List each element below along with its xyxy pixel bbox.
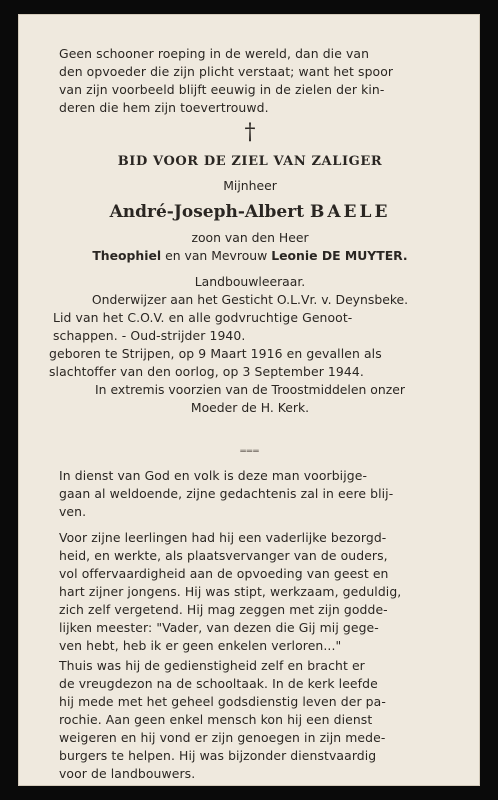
paragraph-home [59, 657, 465, 783]
intro-paragraph [59, 45, 465, 117]
text-line: Voor zijne leerlingen had hij een vaderlijke bezorgd- [59, 530, 387, 545]
detail-line: schappen. - Oud-strijder 1940. [53, 328, 246, 343]
text-line: burgers te helpen. Hij was bijzonder dienstvaardig [59, 748, 377, 763]
parents-line [39, 247, 461, 265]
text-line: voor de landbouwers. [59, 766, 196, 781]
detail-line: Lid van het C.O.V. en alle godvruchtige Genoot- [53, 310, 353, 325]
text-line: hart zijner jongens. Hij was stipt, werkzaam, geduldig, [59, 584, 402, 599]
divider-ornament: ═══ [240, 447, 260, 457]
intro-line: Geen schooner roeping in de wereld, dan die van [59, 46, 370, 61]
detail-sacraments [39, 381, 461, 417]
detail-line: slachtoffer van den oorlog, op 3 September 1944. [49, 364, 364, 379]
text-line: hij mede met het geheel godsdienstig leven der pa- [59, 694, 386, 709]
text-line: Thuis was hij de gedienstigheid zelf en bracht er [59, 658, 365, 673]
intro-line: van zijn voorbeeld blijft eeuwig in de zielen der kin- [59, 82, 385, 97]
text-line: weigeren en hij vond er zijn genoegen in zijn mede- [59, 730, 386, 745]
cross-icon: † [244, 120, 256, 145]
intro-line: den opvoeder die zijn plicht verstaat; want het spoor [59, 64, 394, 79]
detail-teacher: Onderwijzer aan het Gesticht O.L.Vr. v. Deynsbeke. [91, 292, 409, 307]
intro-line: deren die hem zijn toevertrouwd. [59, 100, 269, 115]
text-line: rochie. Aan geen enkel mensch kon hij een dienst [59, 712, 373, 727]
mother-name: Leonie DE MUYTER. [271, 248, 408, 263]
prayer-heading: BID VOOR DE ZIEL VAN ZALIGER [117, 154, 383, 169]
surname: BAELE [309, 202, 391, 222]
text-line: vol offervaardigheid aan de opvoeding van geest en [59, 566, 389, 581]
text-line: gaan al weldoende, zijne gedachtenis zal in eere blij- [59, 486, 394, 501]
text-line: de vreugdezon na de schooltaak. In de kerk leefde [59, 676, 378, 691]
text-line: In dienst van God en volk is deze man voorbijge- [59, 468, 368, 483]
paragraph-service [59, 467, 465, 521]
detail-line: In extremis voorzien van de Troostmiddelen onzer [95, 382, 405, 397]
memorial-card [18, 14, 480, 786]
text-line: ven hebt, heb ik er geen enkelen verloren..." [59, 638, 342, 653]
detail-birth-death [49, 345, 453, 381]
text-line: ven. [59, 504, 87, 519]
detail-membership [53, 309, 453, 345]
honorific: Mijnheer [223, 178, 277, 193]
parents-intro: zoon van den Heer [191, 230, 309, 245]
deceased-name [19, 201, 481, 223]
detail-line: Moeder de H. Kerk. [190, 400, 310, 415]
detail-line: geboren te Strijpen, op 9 Maart 1916 en gevallen als [49, 346, 382, 361]
given-names: André-Joseph-Albert [109, 202, 305, 222]
text-line: zich zelf vergetend. Hij mag zeggen met zijn godde- [59, 602, 388, 617]
text-line: heid, en werkte, als plaatsvervanger van de ouders, [59, 548, 388, 563]
detail-occupation: Landbouwleeraar. [194, 274, 306, 289]
parents-connector: en van Mevrouw [165, 248, 268, 263]
paragraph-students [59, 529, 465, 655]
father-name: Theophiel [92, 248, 162, 263]
text-line: lijken meester: "Vader, van dezen die Gij mij gege- [59, 620, 379, 635]
